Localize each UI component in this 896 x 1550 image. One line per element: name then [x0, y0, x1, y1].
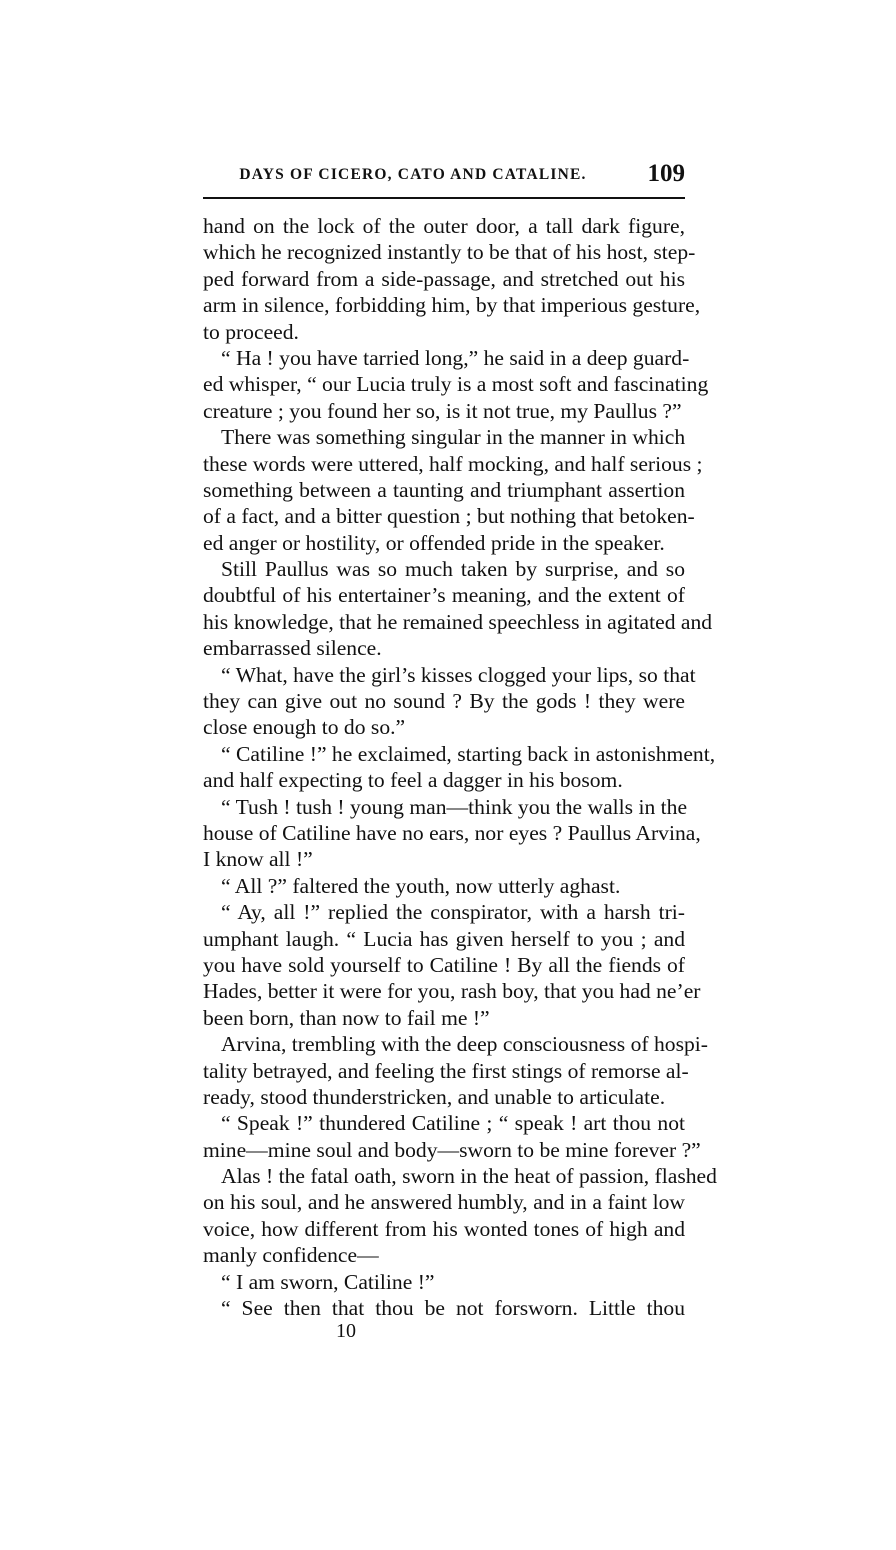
text-line: “ What, have the girl’s kisses clogged your lips, so that	[221, 662, 696, 687]
text-line: these words were uttered, half mocking, and half serious ;	[203, 451, 703, 476]
text-line: ed whisper, “ our Lucia truly is a most soft and fascinating	[203, 372, 709, 397]
text-line: and half expecting to feel a dagger in his bosom.	[203, 768, 623, 793]
text-line: ed anger or hostility, or offended pride in the speaker.	[203, 530, 665, 555]
page-number: 109	[647, 160, 685, 187]
paragraph	[203, 1295, 685, 1321]
text-line: creature ; you found her so, is it not true, my Paullus ?”	[203, 398, 682, 423]
paragraph	[203, 556, 713, 662]
text-line: hand on the lock of the outer door, a tall dark figure,	[203, 214, 685, 238]
text-line: they can give out no sound ? By the gods ! they were	[203, 689, 685, 714]
running-header	[203, 162, 685, 192]
text-line: on his soul, and he answered humbly, and in a faint low	[203, 1190, 685, 1215]
paragraph	[203, 741, 716, 794]
text-line: something between a taunting and triumphant assertion	[203, 477, 685, 502]
text-line: which he recognized instantly to be that of his host, step-	[203, 240, 696, 265]
header-rule	[203, 197, 685, 199]
text-line: his knowledge, that he remained speechless in agitated and	[203, 609, 713, 634]
paragraph	[203, 899, 701, 1031]
paragraph	[203, 794, 701, 873]
text-line: ready, stood thunderstricken, and unable to articulate.	[203, 1084, 666, 1109]
text-line: “ All ?” faltered the youth, now utterly aghast.	[221, 873, 621, 898]
signature-mark: 10	[336, 1320, 356, 1342]
text-line: “ I am sworn, Catiline !”	[221, 1269, 435, 1294]
text-line: ped forward from a side-passage, and stretched out his	[203, 266, 685, 291]
paragraph	[203, 424, 703, 556]
paragraph	[203, 345, 709, 424]
text-line: “ Speak !” thundered Catiline ; “ speak ! art thou not	[221, 1111, 685, 1136]
text-line: embarrassed silence.	[203, 636, 382, 661]
running-title: DAYS OF CICERO, CATO AND CATALINE.	[239, 166, 587, 183]
text-line: Still Paullus was so much taken by surprise, and so	[221, 557, 685, 582]
text-line: been born, than now to fail me !”	[203, 1005, 490, 1030]
text-line: “ Catiline !” he exclaimed, starting back in astonishment,	[221, 741, 716, 766]
text-line: “ Ay, all !” replied the conspirator, with a harsh tri-	[221, 900, 685, 925]
text-line: Arvina, trembling with the deep consciousness of hospi-	[221, 1032, 708, 1057]
text-line: manly confidence—	[203, 1243, 379, 1268]
text-line: Hades, better it were for you, rash boy, that you had ne’er	[203, 979, 701, 1004]
paragraph	[203, 1110, 701, 1163]
body-text	[203, 213, 717, 1321]
paragraph	[203, 662, 696, 741]
text-line: There was something singular in the manner in which	[221, 425, 686, 450]
text-line: to proceed.	[203, 319, 299, 344]
paragraph	[203, 1269, 685, 1295]
text-line: mine—mine soul and body—sworn to be mine forever ?”	[203, 1137, 701, 1162]
text-line: doubtful of his entertainer’s meaning, and the extent of	[203, 583, 685, 608]
text-line: arm in silence, forbidding him, by that imperious gesture,	[203, 293, 701, 318]
paragraph	[203, 873, 685, 899]
text-line: “ Ha ! you have tarried long,” he said in a deep guard-	[221, 345, 690, 370]
paragraph	[203, 213, 701, 345]
text-line: voice, how different from his wonted tones of high and	[203, 1216, 685, 1241]
text-line: you have sold yourself to Catiline ! By all the fiends of	[203, 952, 685, 977]
text-line: umphant laugh. “ Lucia has given herself to you ; and	[203, 926, 685, 951]
text-line: close enough to do so.”	[203, 715, 406, 740]
text-line: “ Tush ! tush ! young man—think you the walls in the	[221, 794, 688, 819]
text-line: house of Catiline have no ears, nor eyes ? Paullus Arvina,	[203, 820, 701, 845]
text-line: tality betrayed, and feeling the first stings of remorse al-	[203, 1058, 689, 1083]
paragraph	[203, 1031, 708, 1110]
paragraph	[203, 1163, 717, 1269]
text-line: I know all !”	[203, 847, 313, 872]
text-line: Alas ! the fatal oath, sworn in the heat of passion, flashed	[221, 1164, 717, 1189]
text-line: of a fact, and a bitter question ; but nothing that betoken-	[203, 504, 695, 529]
text-line: “ See then that thou be not forsworn. Little thou	[221, 1296, 685, 1321]
